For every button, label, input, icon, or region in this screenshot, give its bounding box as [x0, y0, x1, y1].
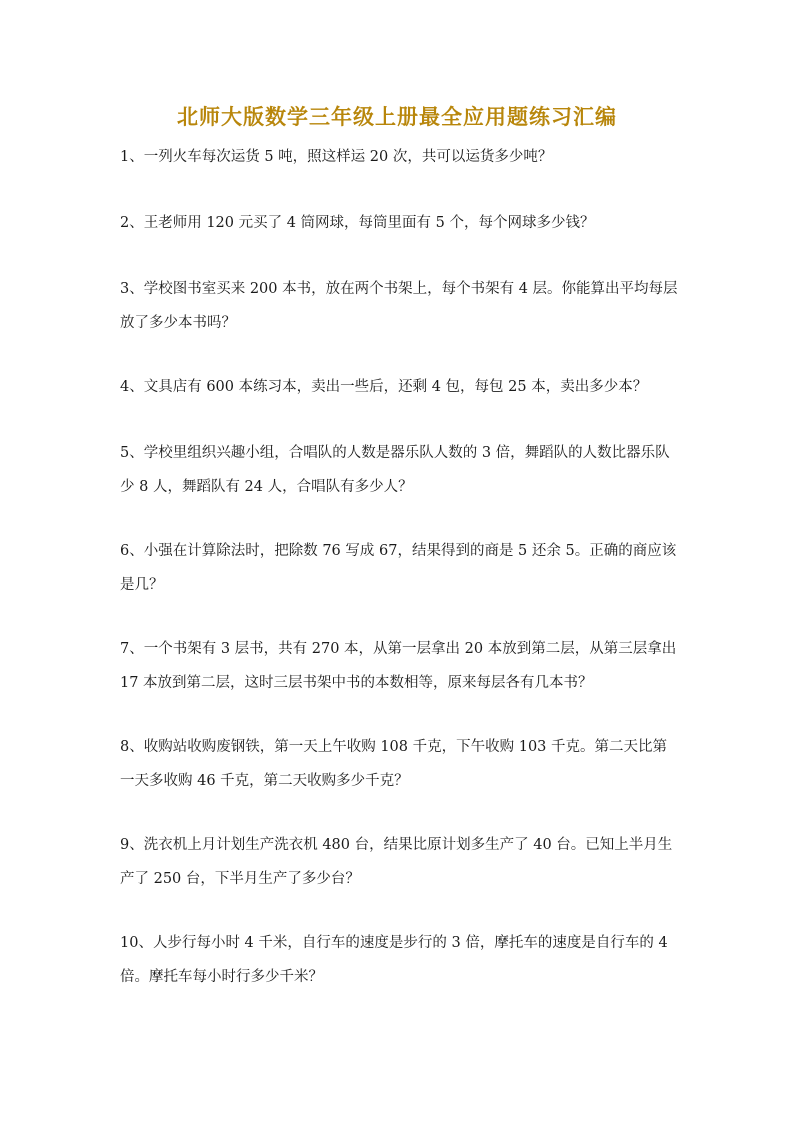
- question-6: 6、小强在计算除法时，把除数 76 写成 67，结果得到的商是 5 还余 5。正确的商应该是几？: [120, 543, 677, 593]
- question-1: 1、一列火车每次运货 5 吨，照这样运 20 次，共可以运货多少吨？: [120, 149, 553, 165]
- question-list: [120, 140, 680, 1024]
- question-10: 10、人步行每小时 4 千米，自行车的速度是步行的 3 倍，摩托车的速度是自行车的 4 倍。摩托车每小时行多少千米？: [120, 935, 668, 985]
- question-2: 2、王老师用 120 元买了 4 筒网球，每筒里面有 5 个，每个网球多少钱？: [120, 215, 595, 231]
- question-3: 3、学校图书室买来 200 本书，放在两个书架上，每个书架有 4 层。你能算出平均每层放了多少本书吗？: [120, 281, 678, 331]
- question-8: 8、收购站收购废钢铁，第一天上午收购 108 千克，下午收购 103 千克。第二天比第一天多收购 46 千克，第二天收购多少千克？: [120, 739, 668, 789]
- question-9: 9、洗衣机上月计划生产洗衣机 480 台，结果比原计划多生产了 40 台。已知上半月生产了 250 台，下半月生产了多少台？: [120, 837, 673, 887]
- question-4: 4、文具店有 600 本练习本，卖出一些后，还剩 4 包，每包 25 本，卖出多少本？: [120, 379, 648, 395]
- document-title: 北师大版数学三年级上册最全应用题练习汇编: [177, 104, 617, 129]
- question-7: 7、一个书架有 3 层书，共有 270 本，从第一层拿出 20 本放到第二层，从第三层拿出 17 本放到第二层，这时三层书架中书的本数相等，原来每层各有几本书？: [120, 641, 677, 691]
- question-5: 5、学校里组织兴趣小组，合唱队的人数是器乐队人数的 3 倍，舞蹈队的人数比器乐队少 8 人，舞蹈队有 24 人，合唱队有多少人？: [120, 445, 670, 495]
